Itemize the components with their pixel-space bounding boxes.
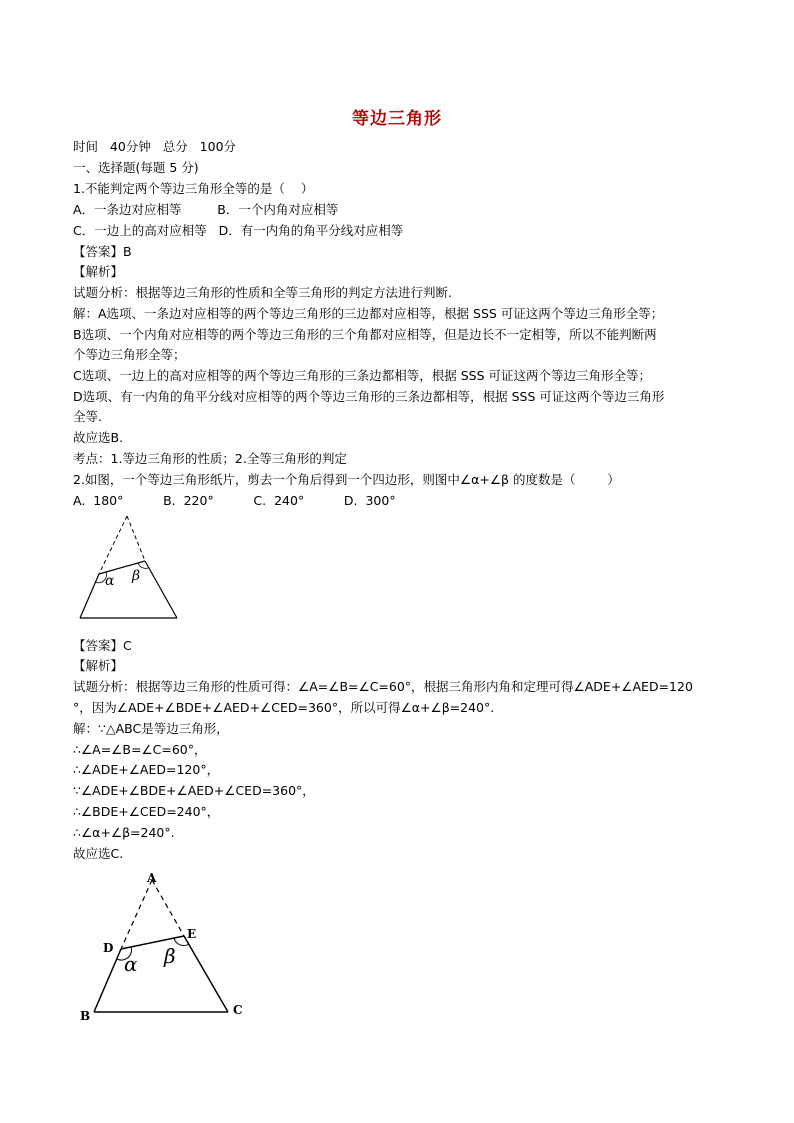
right-side: [145, 561, 177, 618]
beta-label: β: [132, 568, 141, 584]
q1-analysis-line: C选项、一边上的高对应相等的两个等边三角形的三条边都相等，根据 SSS 可证这两个等边三角形全等；: [73, 368, 651, 383]
q1-analysis-line: 个等边三角形全等；: [73, 347, 186, 362]
q2-analysis-line: ∴∠BDE+∠CED=240°，: [73, 804, 220, 819]
vertex-label-C: C: [233, 1003, 243, 1017]
q1-analysis-line: B选项、一个内角对应相等的两个等边三角形的三个角都对应相等，但是边长不一定相等，所以不能判断两: [73, 327, 657, 342]
q1-analysis-line: D选项、有一内角的角平分线对应相等的两个等边三角形的三条边都相等，根据 SSS 可证这两个等边三角形: [73, 389, 665, 404]
section-heading: 一、选择题(每题 5 分): [73, 160, 199, 175]
q1-analysis-line: 解：A选项、一条边对应相等的两个等边三角形的三边都对应相等，根据 SSS 可证这两个等边三角形全等；: [73, 306, 664, 321]
q2-stem: 2.如图，一个等边三角形纸片，剪去一个角后得到一个四边形，则图中∠α+∠β 的度数是（ ）: [73, 472, 620, 487]
q2-analysis-line: ∵∠ADE+∠BDE+∠AED+∠CED=360°，: [73, 783, 315, 798]
segment-AE-dashed: [152, 880, 184, 936]
q1-stem: 1.不能判定两个等边三角形全等的是（ ）: [73, 181, 314, 196]
q2-analysis-line: 解：∵△ABC是等边三角形，: [73, 721, 229, 736]
q2-analysis-line: ∴∠ADE+∠AED=120°，: [73, 762, 220, 777]
q2-analysis-line: ∴∠A=∠B=∠C=60°，: [73, 742, 207, 757]
q1-options-ab: A．一条边对应相等 B．一个内角对应相等: [73, 202, 339, 217]
segment-DB: [94, 949, 121, 1012]
q1-options-cd: C．一边上的高对应相等 D．有一内角的角平分线对应相等: [73, 223, 404, 238]
segment-AD-dashed: [121, 880, 152, 949]
q1-analysis-line: 故应选B.: [73, 430, 124, 445]
alpha-label: α: [105, 573, 115, 589]
q2-analysis-label: 【解析】: [73, 658, 124, 673]
q1-analysis-label: 【解析】: [73, 264, 124, 279]
figure-labeled-triangle: [74, 866, 254, 1026]
q1-analysis-line: 试题分析：根据等边三角形的性质和全等三角形的判定方法进行判断.: [73, 285, 452, 300]
q1-analysis-line: 考点：1.等边三角形的性质；2.全等三角形的判定: [73, 451, 347, 466]
cut-edge-right-dashed: [127, 516, 145, 561]
q2-analysis-line: 试题分析：根据等边三角形的性质可得：∠A=∠B=∠C=60°，根据三角形内角和定理可得∠ADE+∠AED=120: [73, 679, 693, 694]
figure-cut-triangle: [74, 512, 184, 624]
q2-answer: 【答案】C: [73, 638, 132, 653]
q2-analysis-line: °，因为∠ADE+∠BDE+∠AED+∠CED=360°，所以可得∠α+∠β=240°.: [73, 700, 495, 715]
exam-header: 时间 40分钟 总分 100分: [73, 139, 237, 154]
left-side: [80, 574, 99, 618]
point-label-E: E: [187, 927, 197, 941]
vertex-label-B: B: [80, 1009, 91, 1023]
vertex-label-A: A: [147, 871, 157, 885]
q2-analysis-line: 故应选C.: [73, 846, 124, 861]
segment-EC: [184, 936, 228, 1012]
q1-analysis-line: 全等.: [73, 409, 102, 424]
q2-options: A. 180° B. 220° C. 240° D. 300°: [73, 493, 396, 508]
beta-label: β: [164, 944, 176, 968]
point-label-D: D: [103, 941, 114, 955]
page-title: 等边三角形: [352, 109, 442, 129]
q2-analysis-line: ∴∠α+∠β=240°.: [73, 825, 175, 840]
q1-answer: 【答案】B: [73, 244, 132, 259]
alpha-label: α: [124, 952, 138, 976]
cut-edge-left-dashed: [99, 516, 127, 574]
